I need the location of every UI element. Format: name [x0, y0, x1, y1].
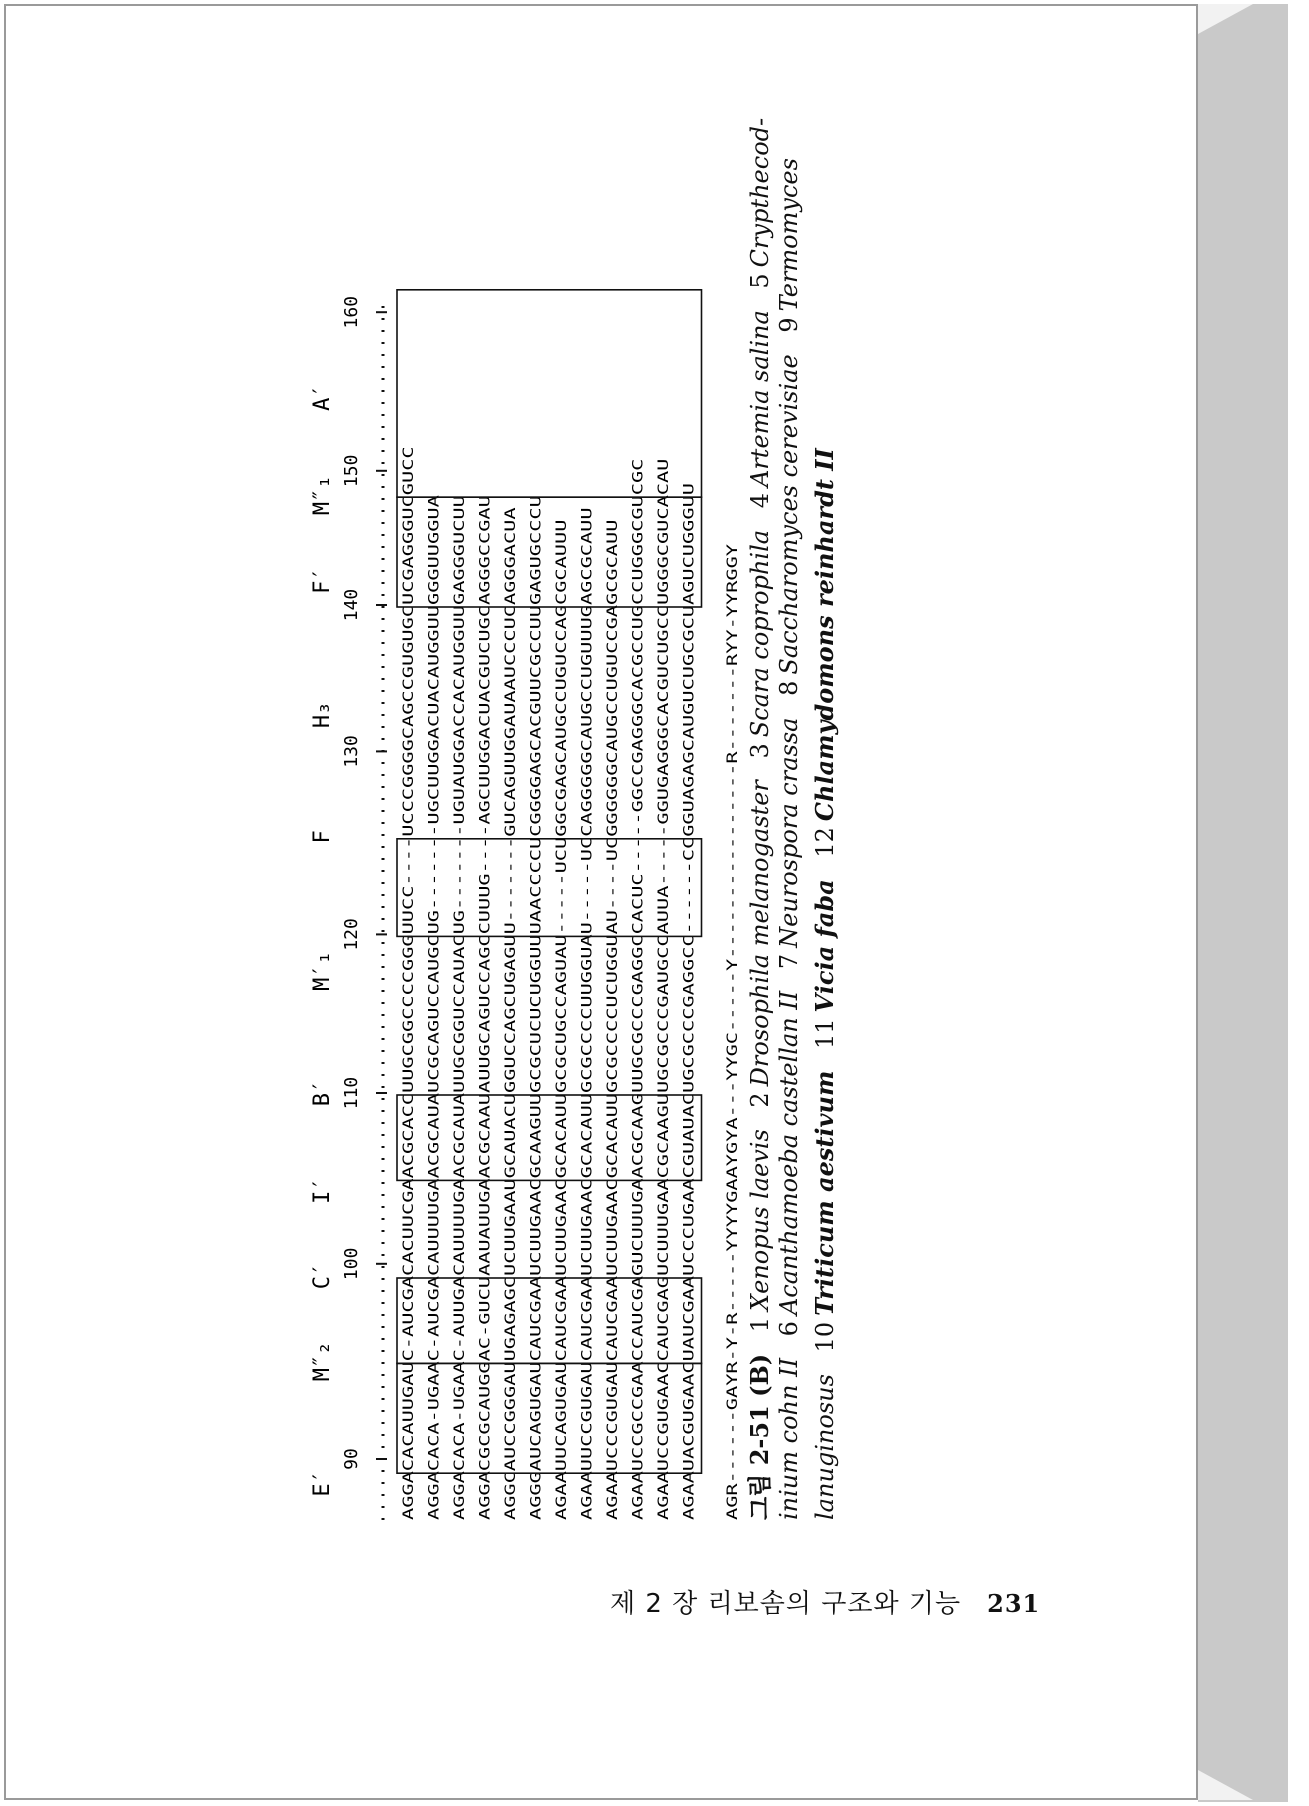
region-label: F′	[310, 567, 335, 594]
position-number: 110	[341, 1076, 362, 1110]
sequence-row: AGAAUACGUGAACUAUCGAAUCCCUGAACGUAUACUGCGCCCGAGGCC------CCGGUAGAGCAUGUCUGCGCUAGUCUGGGUU	[681, 803, 698, 1520]
position-number: 120	[341, 918, 362, 951]
position-number: 130	[341, 735, 362, 768]
region-label: H₃	[310, 701, 335, 729]
consensus-row: AGR------GAYR-Y-R-----YYYYGAAYGYA---YYGC-----Y----------------R-------RYY-YYRGGY	[725, 845, 741, 1520]
region-label: C′	[310, 1262, 335, 1290]
region-label: E′	[310, 1470, 335, 1497]
sequence-alignment	[295, 160, 741, 1560]
sequence-row: AGAAUCCGCCGAACCAUCGAGUCUUUGAACGCAAGUUGCGCCCGAGGCCACUC-----GGCCGAGGGCACGCCUGCCUGGGCGUCGC	[630, 786, 647, 1520]
position-number: 160	[341, 295, 362, 329]
position-number: 90	[341, 1448, 362, 1470]
page-footer	[610, 1583, 1040, 1620]
region-label: I′	[310, 1177, 335, 1204]
page-edge	[1198, 4, 1288, 1802]
region-label: A′	[310, 384, 335, 411]
position-number: 100	[341, 1247, 362, 1281]
region-label: F	[310, 830, 335, 844]
position-number: 140	[341, 588, 362, 622]
sequence-row: AGAAUUCAGUGAUCAUCGAAUCUUGAACGCACAUUGCGCUGCCAGUAU-----UCUGGCGAGCAUGCCUGUCCAGCGCAUUU	[554, 828, 570, 1520]
page-edge-bottom	[1198, 1770, 1253, 1800]
caption-line-2: inium cohn II 6Acanthamoeba castellan II 7Neurospora crassa 8Saccharomyces cerevisiae 9Termomyces	[775, 158, 803, 1520]
sequence-row: AGGCAUCCGGGAUUGAGAGCUCUUGAAUGCAUACUGGUCCAGCUGAGUU-------GUCAGUUGGAUAAUCCCUCAGGGACUA	[503, 820, 519, 1520]
sequence-row: AGGACACAUUGAUC-AUCGACACUUCGAACGCACCUUGCGGCCCCGGGUUCC----UCCCGGGGCAGCCGUGUGCUCGAGGGUCGUCC	[401, 778, 417, 1520]
sequence-row: AGGGAUCAGUGAUCAUCGAAUCUUGAACGCAAGUUGCGCUCUCUGGUUUAACCCCUCGGGGAGCACGUUCGCCUUGAGUGCCCU	[528, 811, 545, 1520]
region-label: M″₂	[310, 1341, 335, 1382]
sequence-row: AGGACACA-UGAAC-AUCGACAUUUUGAACGCAUAUCGCAGUCCAUGCUG-------UGCUUGGACUACAUGGUUGGGUUGGUA	[426, 811, 443, 1520]
position-number: 150	[341, 454, 362, 488]
sequence-row: AGAAUCCGUGAACCAUCGAGUCUUUGAACGCAAGUUGCGCCCGAUGCCAUUA-----GGUGAGGGCACGUCUGCCUGGGCGUCACAU	[656, 786, 672, 1520]
page-edge-top	[1198, 4, 1253, 34]
sequence-row: AGGACGCGCAUGGAC-GUCUAAUAUUGAACGCAAUAUUGCAGUCCAGCCUUUG----AGCUUGGACUACGUCUGCAGGGCCGAU	[477, 811, 494, 1520]
region-label: M′₁	[310, 951, 335, 991]
sequence-row: AGAAUUCCGUGAUCAUCGAAUCUUGAACGCACAUUGCGCCCCUUGGUAU-----UCCAGGGGGCAUGCCUGUUUGAGCGCAUU	[579, 820, 596, 1520]
caption-line-3: lanuginosus 10Triticum aestivum 11Vicia faba 12Chlamydomons reinhardt II	[810, 448, 839, 1520]
figure-label: 그림 2-51 (B)	[745, 1353, 774, 1520]
region-label: M″₁	[310, 475, 335, 516]
caption-line-1: 그림 2-51 (B) 1Xenopus laevis 2Drosophila melanogaster 3Scara coprophila 4Artemia salina 5Crypthecod-	[745, 117, 774, 1520]
page-number: 231	[987, 1589, 1041, 1618]
sequence-row: AGAAUCCCGUGAUCAUCGAAUCUUGAACGCACAUUGCGCCCCUCUGGUAU----UCGGGGGGCAUGCCUGUCCGAGCGCAUU	[605, 828, 621, 1520]
region-label: B′	[310, 1079, 335, 1107]
rotated-figure	[295, 117, 915, 1560]
chapter-title: 제 2 장 리보솜의 구조와 기능	[610, 1589, 962, 1619]
sequence-row: AGGACACA-UGAAC-AUUGACAUUUUGAACGCAUAUUGCGGUCCAUACUG-------UGUAUGGACCACAUGGUUGAGGGUCUU	[452, 811, 468, 1520]
